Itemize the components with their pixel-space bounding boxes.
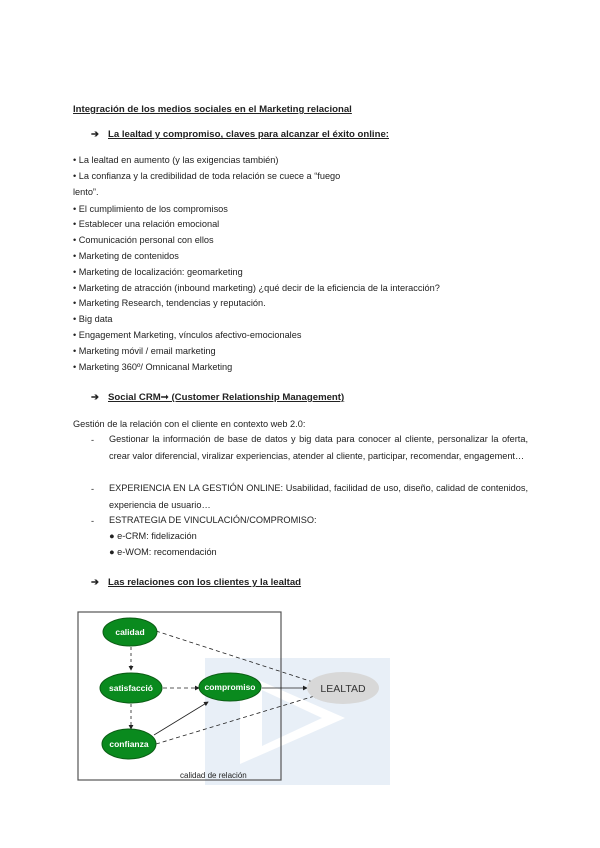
arrow-icon: ➔ <box>91 392 100 403</box>
list-item: • Marketing Research, tendencias y reputación. <box>73 298 266 308</box>
dash-bullet: - <box>91 484 95 494</box>
list-item: • Marketing de atracción (inbound marketing) ¿qué decir de la eficiencia de la interacción? <box>73 283 440 293</box>
section-intro: Gestión de la relación con el cliente en contexto web 2.0: <box>73 419 306 429</box>
arrow-confianza-compromiso <box>154 702 208 735</box>
list-item: lento”. <box>73 187 99 197</box>
arrow-icon: ➔ <box>91 129 100 140</box>
list-item: • La confianza y la credibilidad de toda relación se cuece a “fuego <box>73 171 341 181</box>
list-item: • La lealtad en aumento (y las exigencias también) <box>73 155 279 165</box>
section-heading-social-crm: ➔ Social CRM➞ (Customer Relationship Management) <box>91 392 345 403</box>
list-item: • Marketing móvil / email marketing <box>73 346 216 356</box>
list-item: • El cumplimiento de los compromisos <box>73 204 228 214</box>
list-item: • Marketing de contenidos <box>73 251 179 261</box>
sub-item: ● e-CRM: fidelización <box>109 531 197 541</box>
node-label-satisfaccion: satisfacció <box>109 683 153 693</box>
node-label-calidad: calidad <box>115 627 145 637</box>
node-label-compromiso: compromiso <box>204 682 256 692</box>
dash-bullet: - <box>91 516 95 526</box>
list-item: • Engagement Marketing, vínculos afectivo-emocionales <box>73 330 302 340</box>
list-item: • Marketing de localización: geomarketing <box>73 267 243 277</box>
document-title: Integración de los medios sociales en el Marketing relacional <box>73 104 352 115</box>
node-lealtad <box>307 672 379 704</box>
list-item: • Comunicación personal con ellos <box>73 235 214 245</box>
diagram-caption: calidad de relación <box>180 771 247 780</box>
dash-item: Gestionar la información de base de datos y big data para conocer al cliente, personalizar la oferta, crear valor diferencial, viralizar experiencias, atender al cliente, participar, recomendar, engagement… <box>109 434 528 461</box>
dash-item: EXPERIENCIA EN LA GESTIÓN ONLINE: Usabilidad, facilidad de uso, diseño, calidad de contenidos, experiencia de usuario… <box>109 483 528 510</box>
list-item: • Big data <box>73 314 113 324</box>
node-satisfaccion <box>100 673 162 703</box>
list-item: • Marketing 360º/ Omnicanal Marketing <box>73 362 233 372</box>
dash-bullet: - <box>91 435 95 445</box>
dash-item: ESTRATEGIA DE VINCULACIÓN/COMPROMISO: <box>109 515 317 525</box>
loyalty-diagram <box>0 600 600 800</box>
section-heading-relaciones: ➔ Las relaciones con los clientes y la lealtad <box>91 577 302 588</box>
node-label-lealtad: LEALTAD <box>320 683 366 695</box>
list-item: • Establecer una relación emocional <box>73 219 220 229</box>
node-calidad <box>103 618 157 646</box>
node-label-confianza: confianza <box>109 739 149 749</box>
node-confianza <box>102 729 156 759</box>
sub-item: ● e-WOM: recomendación <box>109 547 217 557</box>
node-compromiso <box>199 673 261 701</box>
section-heading-lealtad: ➔ La lealtad y compromiso, claves para alcanzar el éxito online: <box>91 129 389 140</box>
arrow-icon: ➔ <box>91 577 100 588</box>
